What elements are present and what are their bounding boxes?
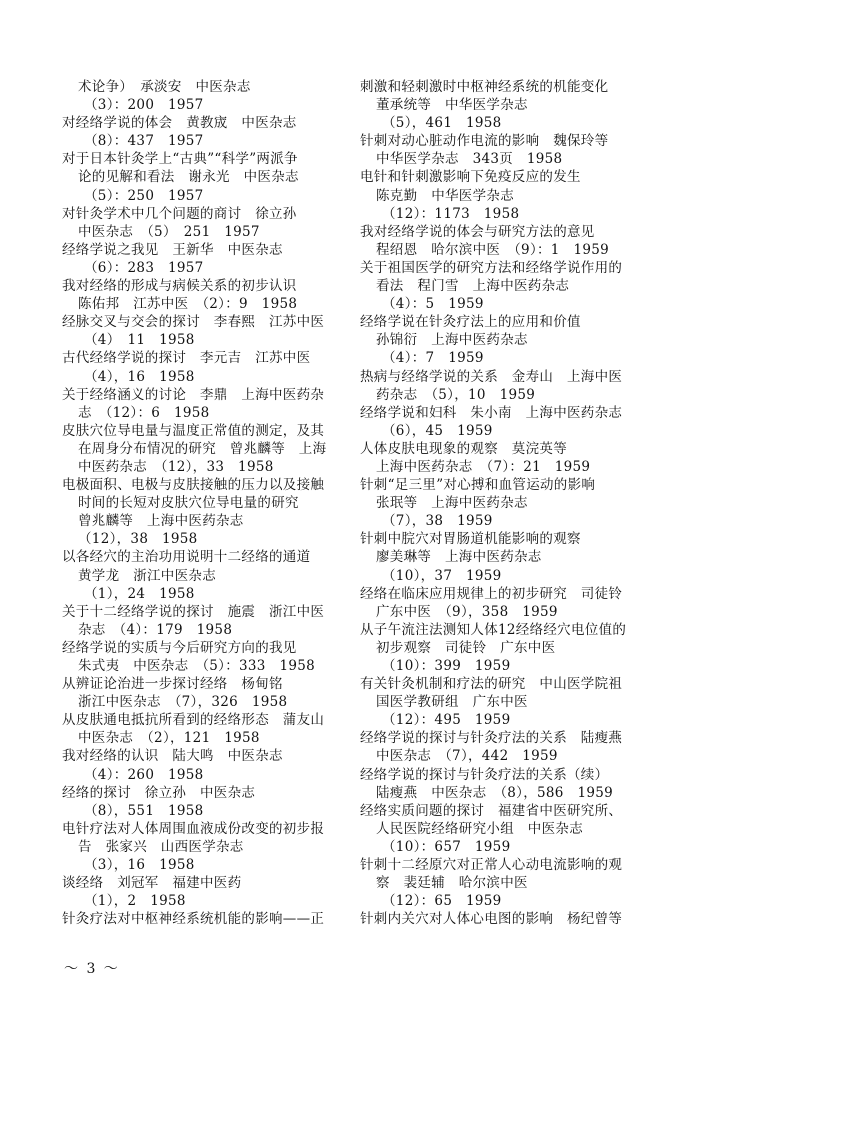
bibliography-line: （6）：283 1957 [84,259,204,276]
bibliography-line: 中医药杂志 （12），33 1958 [78,458,274,475]
bibliography-line: （3）：200 1957 [84,97,204,114]
bibliography-line: 从子午流注法测知人体12经络经穴电位值的 [360,621,627,638]
bibliography-line: 对经络学说的体会 黄教宬 中医杂志 [62,115,297,132]
bibliography-line: （6），45 1959 [382,422,493,439]
bibliography-line: 陈佑邦 江苏中医 （2）：9 1958 [78,296,298,313]
bibliography-line: 我对经络的形成与病候关系的初步认识 [62,278,297,295]
bibliography-line: 陆瘦燕 中医杂志 （8），586 1959 [376,784,614,801]
bibliography-line: （7），38 1959 [382,513,493,530]
bibliography-line: 曾兆麟等 上海中医药杂志 [78,513,244,530]
bibliography-line: 中医杂志 （2），121 1958 [78,730,260,747]
bibliography-line: 察 裴廷辅 哈尔滨中医 [376,875,528,892]
bibliography-line: （8）：437 1957 [84,133,204,150]
bibliography-line: 时间的长短对皮肤穴位导电量的研究 [78,495,299,512]
bibliography-line: 我对经络的认识 陆大鸣 中医杂志 [62,748,283,765]
bibliography-line: 论的见解和看法 谢永光 中医杂志 [78,169,299,186]
bibliography-line: 针刺内关穴对人体心电图的影响 杨纪曾等 [360,911,623,928]
bibliography-line: 刺激和轻刺激时中枢神经系统的机能变化 [360,79,609,95]
bibliography-line: 关于十二经络学说的探讨 施震 浙江中医 [62,603,325,620]
bibliography-line: 针灸疗法对中枢神经系统机能的影响——正 [62,911,325,928]
bibliography-line: 经络学说的实质与今后研究方向的我见 [62,639,297,656]
bibliography-line: 经络学说之我见 王新华 中医杂志 [62,241,283,258]
bibliography-line: 关于经络涵义的讨论 李鼎 上海中医药杂 [62,386,325,403]
bibliography-line: 董承统等 中华医学杂志 [376,97,528,114]
bibliography-line: （1），24 1958 [84,585,195,602]
bibliography-line: 程绍恩 哈尔滨中医 （9）：1 1959 [376,241,610,258]
bibliography-line: 我对经络学说的体会与研究方法的意见 [360,223,595,240]
bibliography-line: 在周身分布情况的研究 曾兆麟等 上海 [78,440,327,457]
bibliography-line: 有关针灸机制和疗法的研究 中山医学院祖 [360,676,623,693]
bibliography-line: 电针和针刺激影响下免疫反应的发生 [360,169,581,186]
bibliography-line: （1），2 1958 [84,893,186,910]
bibliography-line: 对针灸学术中几个问题的商讨 徐立孙 [62,205,297,222]
bibliography-line: （4）：5 1959 [382,296,484,313]
bibliography-line: 经络学说和妇科 朱小南 上海中医药杂志 [360,404,623,421]
bibliography-line: 中华医学杂志 343页 1958 [376,151,563,168]
bibliography-line: 经络学说在针灸疗法上的应用和价值 [360,314,581,331]
bibliography-line: 古代经络学说的探讨 李元吉 江苏中医 [62,350,311,367]
bibliography-column-right [360,78,650,928]
bibliography-line: 经络学说的探讨与针灸疗法的关系 陆瘦燕 [360,730,623,747]
bibliography-line: （5），461 1958 [382,115,502,132]
bibliography-line: 热病与经络学说的关系 金寿山 上海中医 [360,368,623,385]
bibliography-line: （4）：260 1958 [84,766,204,783]
bibliography-line: （12）：1173 1958 [382,205,520,222]
bibliography-line: 经络实质问题的探讨 福建省中医研究所、 [360,802,623,819]
bibliography-line: 针刺十二经原穴对正常人心动电流影响的观 [360,857,623,874]
bibliography-line: 张珉等 上海中医药杂志 [376,495,528,512]
bibliography-line: 初步观察 司徒铃 广东中医 [376,639,556,656]
bibliography-line: 廖美琳等 上海中医药杂志 [376,549,542,566]
bibliography-line: 从辨证论治进一步探讨经络 杨甸铭 [62,676,283,693]
bibliography-line: （4），16 1958 [84,368,195,385]
bibliography-line: （10）：399 1959 [382,658,511,674]
bibliography-line: 经络学说的探讨与针灸疗法的关系（续） [360,766,609,783]
bibliography-line: 人民医院经络研究小组 中医杂志 [376,820,583,837]
page-number: ～ 3 ～ [64,961,120,977]
bibliography-line: 皮肤穴位导电量与温度正常值的测定，及其 [62,422,325,439]
bibliography-line: （5）：250 1957 [84,187,204,204]
bibliography-line: （3），16 1958 [84,857,195,874]
bibliography-line: （12）：495 1959 [382,712,511,729]
bibliography-line: （12），38 1958 [78,531,198,548]
bibliography-line: 孙锦衍 上海中医药杂志 [376,332,528,349]
bibliography-line: 针刺“足三里”对心搏和血管运动的影响 [360,477,596,494]
bibliography-line: 电极面积、电极与皮肤接触的压力以及接触 [62,477,325,494]
bibliography-line: 术论争） 承淡安 中医杂志 [78,79,251,95]
bibliography-line: 经脉交叉与交会的探讨 李春熙 江苏中医 [62,314,325,331]
bibliography-line: 看法 程门雪 上海中医药杂志 [376,278,570,295]
bibliography-line: 告 张家兴 山西医学杂志 [78,838,244,855]
bibliography-line: 对于日本针灸学上“古典”“科学”两派争 [62,151,298,168]
bibliography-line: 陈克勤 中华医学杂志 [376,187,514,204]
bibliography-line: （10），37 1959 [382,567,502,584]
bibliography-line: 中医杂志 （5） 251 1957 [78,223,260,240]
bibliography-line: 朱式夷 中医杂志 （5）：333 1958 [78,658,316,674]
bibliography-line: 国医学教研组 广东中医 [376,694,528,711]
bibliography-line: 谈经络 刘冠军 福建中医药 [62,875,242,892]
bibliography-line: 电针疗法对人体周围血液成份改变的初步报 [62,820,325,837]
bibliography-line: 人体皮肤电现象的观察 莫浣英等 [360,440,567,457]
bibliography-line: （12）：65 1959 [382,893,502,910]
bibliography-line: 以各经穴的主治功用说明十二经络的通道 [62,549,311,566]
bibliography-line: 杂志 （4）：179 1958 [78,621,233,638]
bibliography-line: 从皮肤通电抵抗所看到的经络形态 蒲友山 [62,712,325,729]
bibliography-line: 药杂志 （5），10 1959 [376,386,536,403]
bibliography-line: 志 （12）：6 1958 [78,404,210,421]
bibliography-line: 上海中医药杂志 （7）：21 1959 [376,458,591,475]
bibliography-line: （8），551 1958 [84,802,204,819]
bibliography-line: 黄学龙 浙江中医杂志 [78,567,216,584]
bibliography-line: 针刺中脘穴对胃肠道机能影响的观察 [360,531,581,548]
bibliography-line: 广东中医 （9），358 1959 [376,603,558,620]
bibliography-line: 中医杂志 （7），442 1959 [376,748,558,765]
bibliography-line: 经络在临床应用规律上的初步研究 司徒铃 [360,585,623,602]
bibliography-line: 针刺对动心脏动作电流的影响 魏保玲等 [360,133,609,150]
bibliography-line: （4）：7 1959 [382,350,484,367]
bibliography-line: （4） 11 1958 [84,332,195,349]
bibliography-line: 浙江中医杂志 （7），326 1958 [78,694,288,711]
bibliography-line: 关于祖国医学的研究方法和经络学说作用的 [360,259,623,276]
bibliography-line: （10）：657 1959 [382,838,511,855]
bibliography-line: 经络的探讨 徐立孙 中医杂志 [62,784,256,801]
bibliography-column-left [62,78,352,928]
